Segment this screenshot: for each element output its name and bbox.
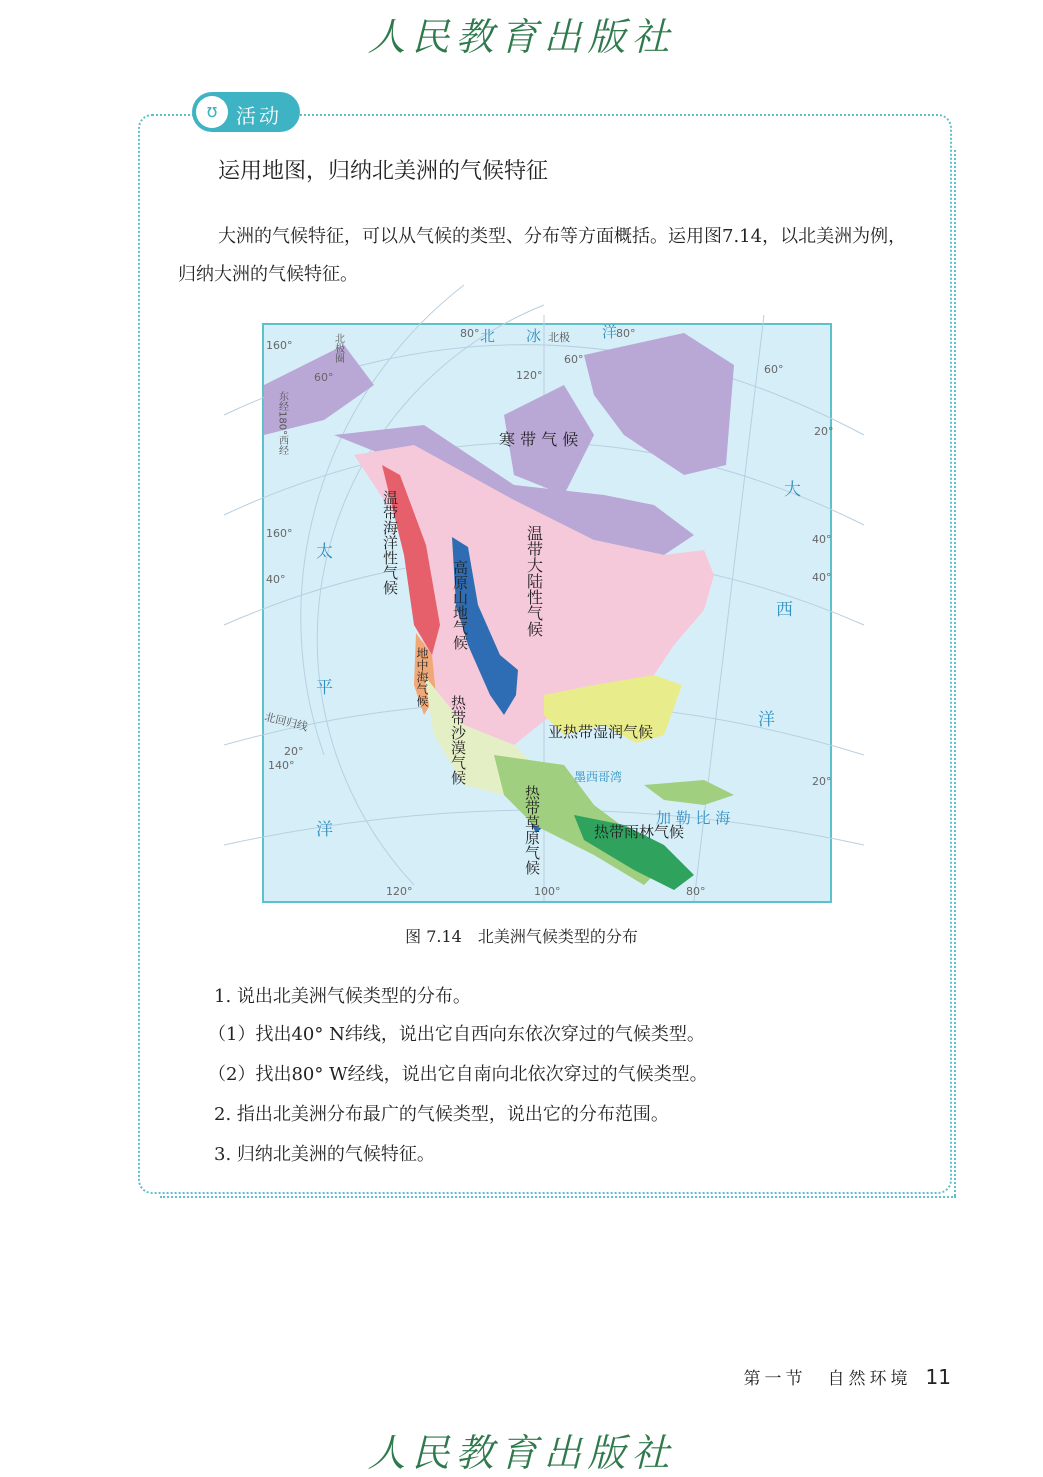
label-oceanic: 温带海洋性气候 — [381, 490, 399, 595]
question-1-2: （2）找出80° W经线，说出它自南向北依次穿过的气候类型。 — [208, 1064, 708, 1085]
label-north-pole: 北极 — [548, 331, 570, 344]
label-arctic-1: 北 — [480, 327, 496, 345]
deg-20a: 20° — [814, 425, 834, 438]
label-savanna: 热带草原气候 — [523, 785, 541, 875]
publisher-watermark-bottom: 人民教育出版社 — [367, 1431, 676, 1475]
deg-20b: 20° — [284, 745, 304, 758]
label-dateline: 东经180°西经 — [276, 391, 288, 456]
label-caribbean: 加 勒 比 海 — [656, 809, 731, 827]
label-highland: 高原山地气候 — [451, 560, 469, 650]
label-atlantic-2: 西 — [776, 600, 793, 620]
publisher-watermark: 人民教育出版社 — [367, 15, 676, 59]
page-footer — [744, 1364, 951, 1389]
deg-140: 140° — [268, 759, 295, 772]
deg-60c: 60° — [764, 363, 784, 376]
label-subtropical: 亚热带湿润气候 — [548, 723, 654, 741]
deg-160: 160° — [266, 339, 293, 352]
label-pacific-2: 平 — [316, 678, 333, 698]
label-gulf: 墨西哥湾 — [574, 770, 623, 784]
deg-160b: 160° — [266, 527, 293, 540]
label-pacific-3: 洋 — [316, 820, 333, 840]
question-1: 1. 说出北美洲气候类型的分布。 — [214, 986, 471, 1007]
label-atlantic-3: 洋 — [758, 710, 775, 730]
deg-60a: 60° — [314, 371, 334, 384]
frame-shadow-right — [954, 150, 956, 1196]
frame-shadow-bottom — [160, 1196, 956, 1198]
label-arctic-3: 洋 — [602, 323, 618, 341]
deg-40a: 40° — [266, 573, 286, 586]
activity-badge — [192, 92, 300, 132]
deg-80c: 80° — [686, 885, 706, 898]
deg-120b: 120° — [386, 885, 413, 898]
label-continental: 温带大陆性气候 — [524, 525, 544, 637]
deg-80b: 80° — [616, 327, 636, 340]
figure-caption: 图 7.14 北美洲气候类型的分布 — [405, 927, 638, 946]
label-rainforest: 热带雨林气候 — [594, 823, 685, 841]
page-number: 11 — [925, 1365, 951, 1389]
label-arctic-circle: 北极圈 — [332, 333, 344, 363]
deg-80a: 80° — [460, 327, 480, 340]
label-tropic: 北回归线 — [263, 710, 310, 734]
label-atlantic-1: 大 — [784, 480, 801, 500]
label-arctic-2: 冰 — [526, 327, 542, 345]
question-1-1: （1）找出40° N纬线，说出它自西向东依次穿过的气候类型。 — [208, 1024, 705, 1045]
question-2: 2. 指出北美洲分布最广的气候类型，说出它的分布范围。 — [214, 1104, 669, 1125]
deg-40b: 40° — [812, 533, 832, 546]
deg-40c: 40° — [812, 571, 832, 584]
deg-20c: 20° — [812, 775, 832, 788]
label-frigid: 寒 带 气 候 — [499, 430, 579, 449]
question-3: 3. 归纳北美洲的气候特征。 — [214, 1144, 435, 1165]
activity-title: 运用地图，归纳北美洲的气候特征 — [218, 159, 549, 184]
footer-section: 第一节 自然环境 — [743, 1369, 912, 1389]
label-mediterranean: 地中海气候 — [415, 647, 429, 707]
activity-badge-label: 活动 — [236, 104, 282, 128]
label-pacific-1: 太 — [316, 542, 333, 562]
label-desert: 热带沙漠气候 — [449, 695, 467, 785]
activity-intro: 大洲的气候特征，可以从气候的类型、分布等方面概括。运用图7.14，以北美洲为例，归纳大洲的气候特征。 — [178, 226, 907, 285]
deg-60b: 60° — [564, 353, 584, 366]
stethoscope-icon: ʊ — [196, 96, 228, 128]
climate-map — [262, 323, 832, 903]
deg-120a: 120° — [516, 369, 543, 382]
deg-100: 100° — [534, 885, 561, 898]
